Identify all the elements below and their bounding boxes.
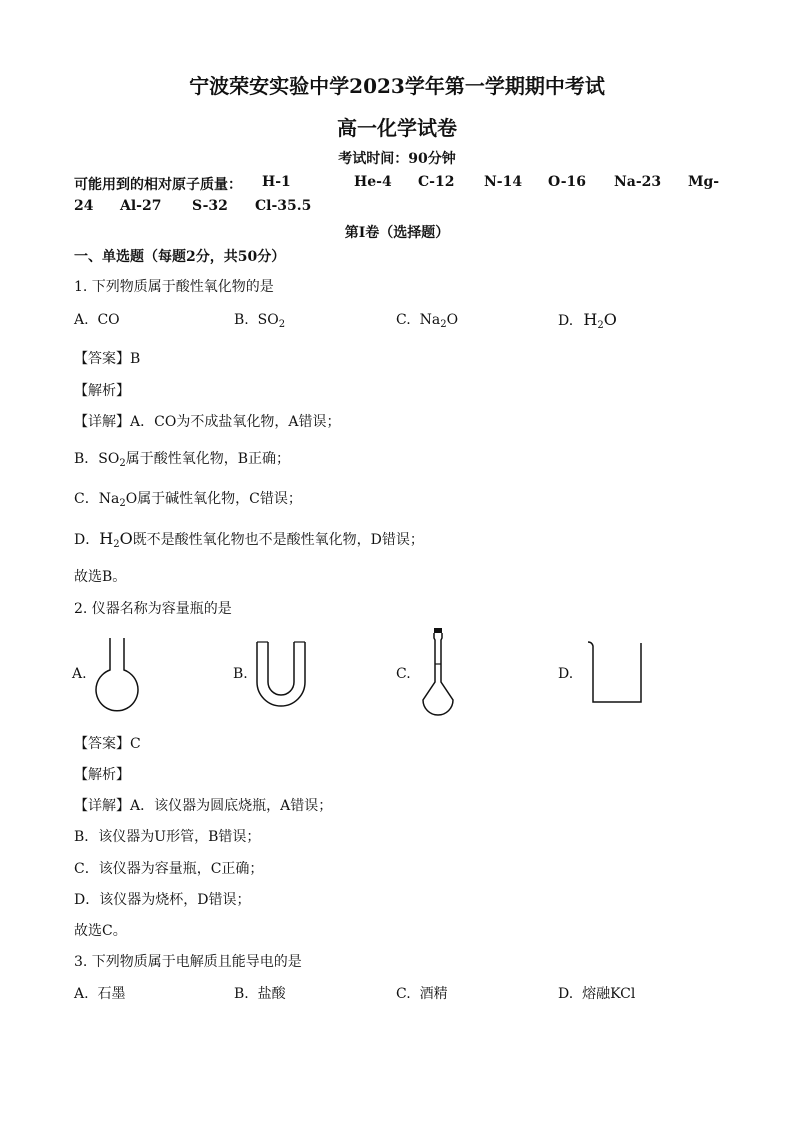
q3-option-b: B. 盐酸 [234,986,286,1002]
q1-option-d: D. $H_2O$ [558,310,617,331]
q2-detail-c: C．该仪器为容量瓶，C正确； [74,861,264,877]
exam-time: 考试时间：90分钟 [338,151,456,167]
q1-detail-d: D．$H_2O$既不是酸性氧化物也不是酸性氧化物，D错误； [74,529,424,550]
q1-answer: 【答案】B [74,351,141,367]
q3-option-a: A. 石墨 [74,986,126,1002]
q2-answer: 【答案】C [74,736,141,752]
atomic-mass-he: He-4 [354,174,392,190]
beaker-icon [585,640,645,706]
q2-option-c-letter: C. [396,666,411,682]
question-1-stem: 1. 下列物质属于酸性氧化物的是 [74,279,274,295]
exam-title: 高一化学试卷 [337,116,457,140]
round-bottom-flask-icon [92,636,144,712]
q2-option-b-letter: B. [233,666,248,682]
atomic-mass-prefix: 可能用到的相对原子质量： [74,177,242,193]
atomic-mass-n: N-14 [484,174,523,190]
atomic-mass-na: Na-23 [614,174,662,190]
q1-detail-a: 【详解】A．CO为不成盐氧化物，A错误； [74,414,341,430]
q3-option-c: C. 酒精 [396,986,448,1002]
q3-option-d: D. 熔融KCl [558,986,636,1002]
volume-label: 第I卷（选择题） [344,225,450,241]
u-tube-icon [255,640,307,708]
q2-conclusion: 故选C。 [74,923,127,939]
volumetric-flask-icon [418,626,458,720]
school-title: 宁波荣安实验中学2023学年第一学期期中考试 [189,74,605,98]
atomic-mass-h: H-1 [262,174,291,190]
atomic-mass-s: S-32 [192,198,228,214]
atomic-mass-o: O-16 [548,174,587,190]
q1-detail-b: B．$SO_2$属于酸性氧化物，B正确； [74,451,291,469]
q2-option-d-letter: D. [558,666,574,682]
q2-option-a-letter: A. [72,666,87,682]
atomic-mass-mg-value: 24 [74,198,94,214]
atomic-mass-al: Al-27 [120,198,162,214]
q1-analysis-label: 【解析】 [74,383,130,399]
q1-option-b: B. $SO_2$ [234,312,286,330]
q1-conclusion: 故选B。 [74,569,127,585]
q2-detail-b: B．该仪器为U形管，B错误； [74,829,261,845]
q1-detail-c: C．$Na_2O$属于碱性氧化物，C错误； [74,491,302,509]
q1-option-c: C. $Na_2O$ [396,312,459,330]
q2-analysis-label: 【解析】 [74,767,130,783]
question-3-stem: 3. 下列物质属于电解质且能导电的是 [74,954,302,970]
section-label: 一、单选题（每题2分，共50分） [74,249,286,265]
q1-option-a: A. CO [74,312,120,328]
question-2-stem: 2. 仪器名称为容量瓶的是 [74,601,232,617]
atomic-mass-mg-part: Mg- [688,174,720,190]
atomic-mass-c: C-12 [418,174,455,190]
q2-detail-d: D．该仪器为烧杯，D错误； [74,892,251,908]
atomic-mass-cl: Cl-35.5 [255,198,312,214]
q2-detail-a: 【详解】A．该仪器为圆底烧瓶，A错误； [74,798,333,814]
